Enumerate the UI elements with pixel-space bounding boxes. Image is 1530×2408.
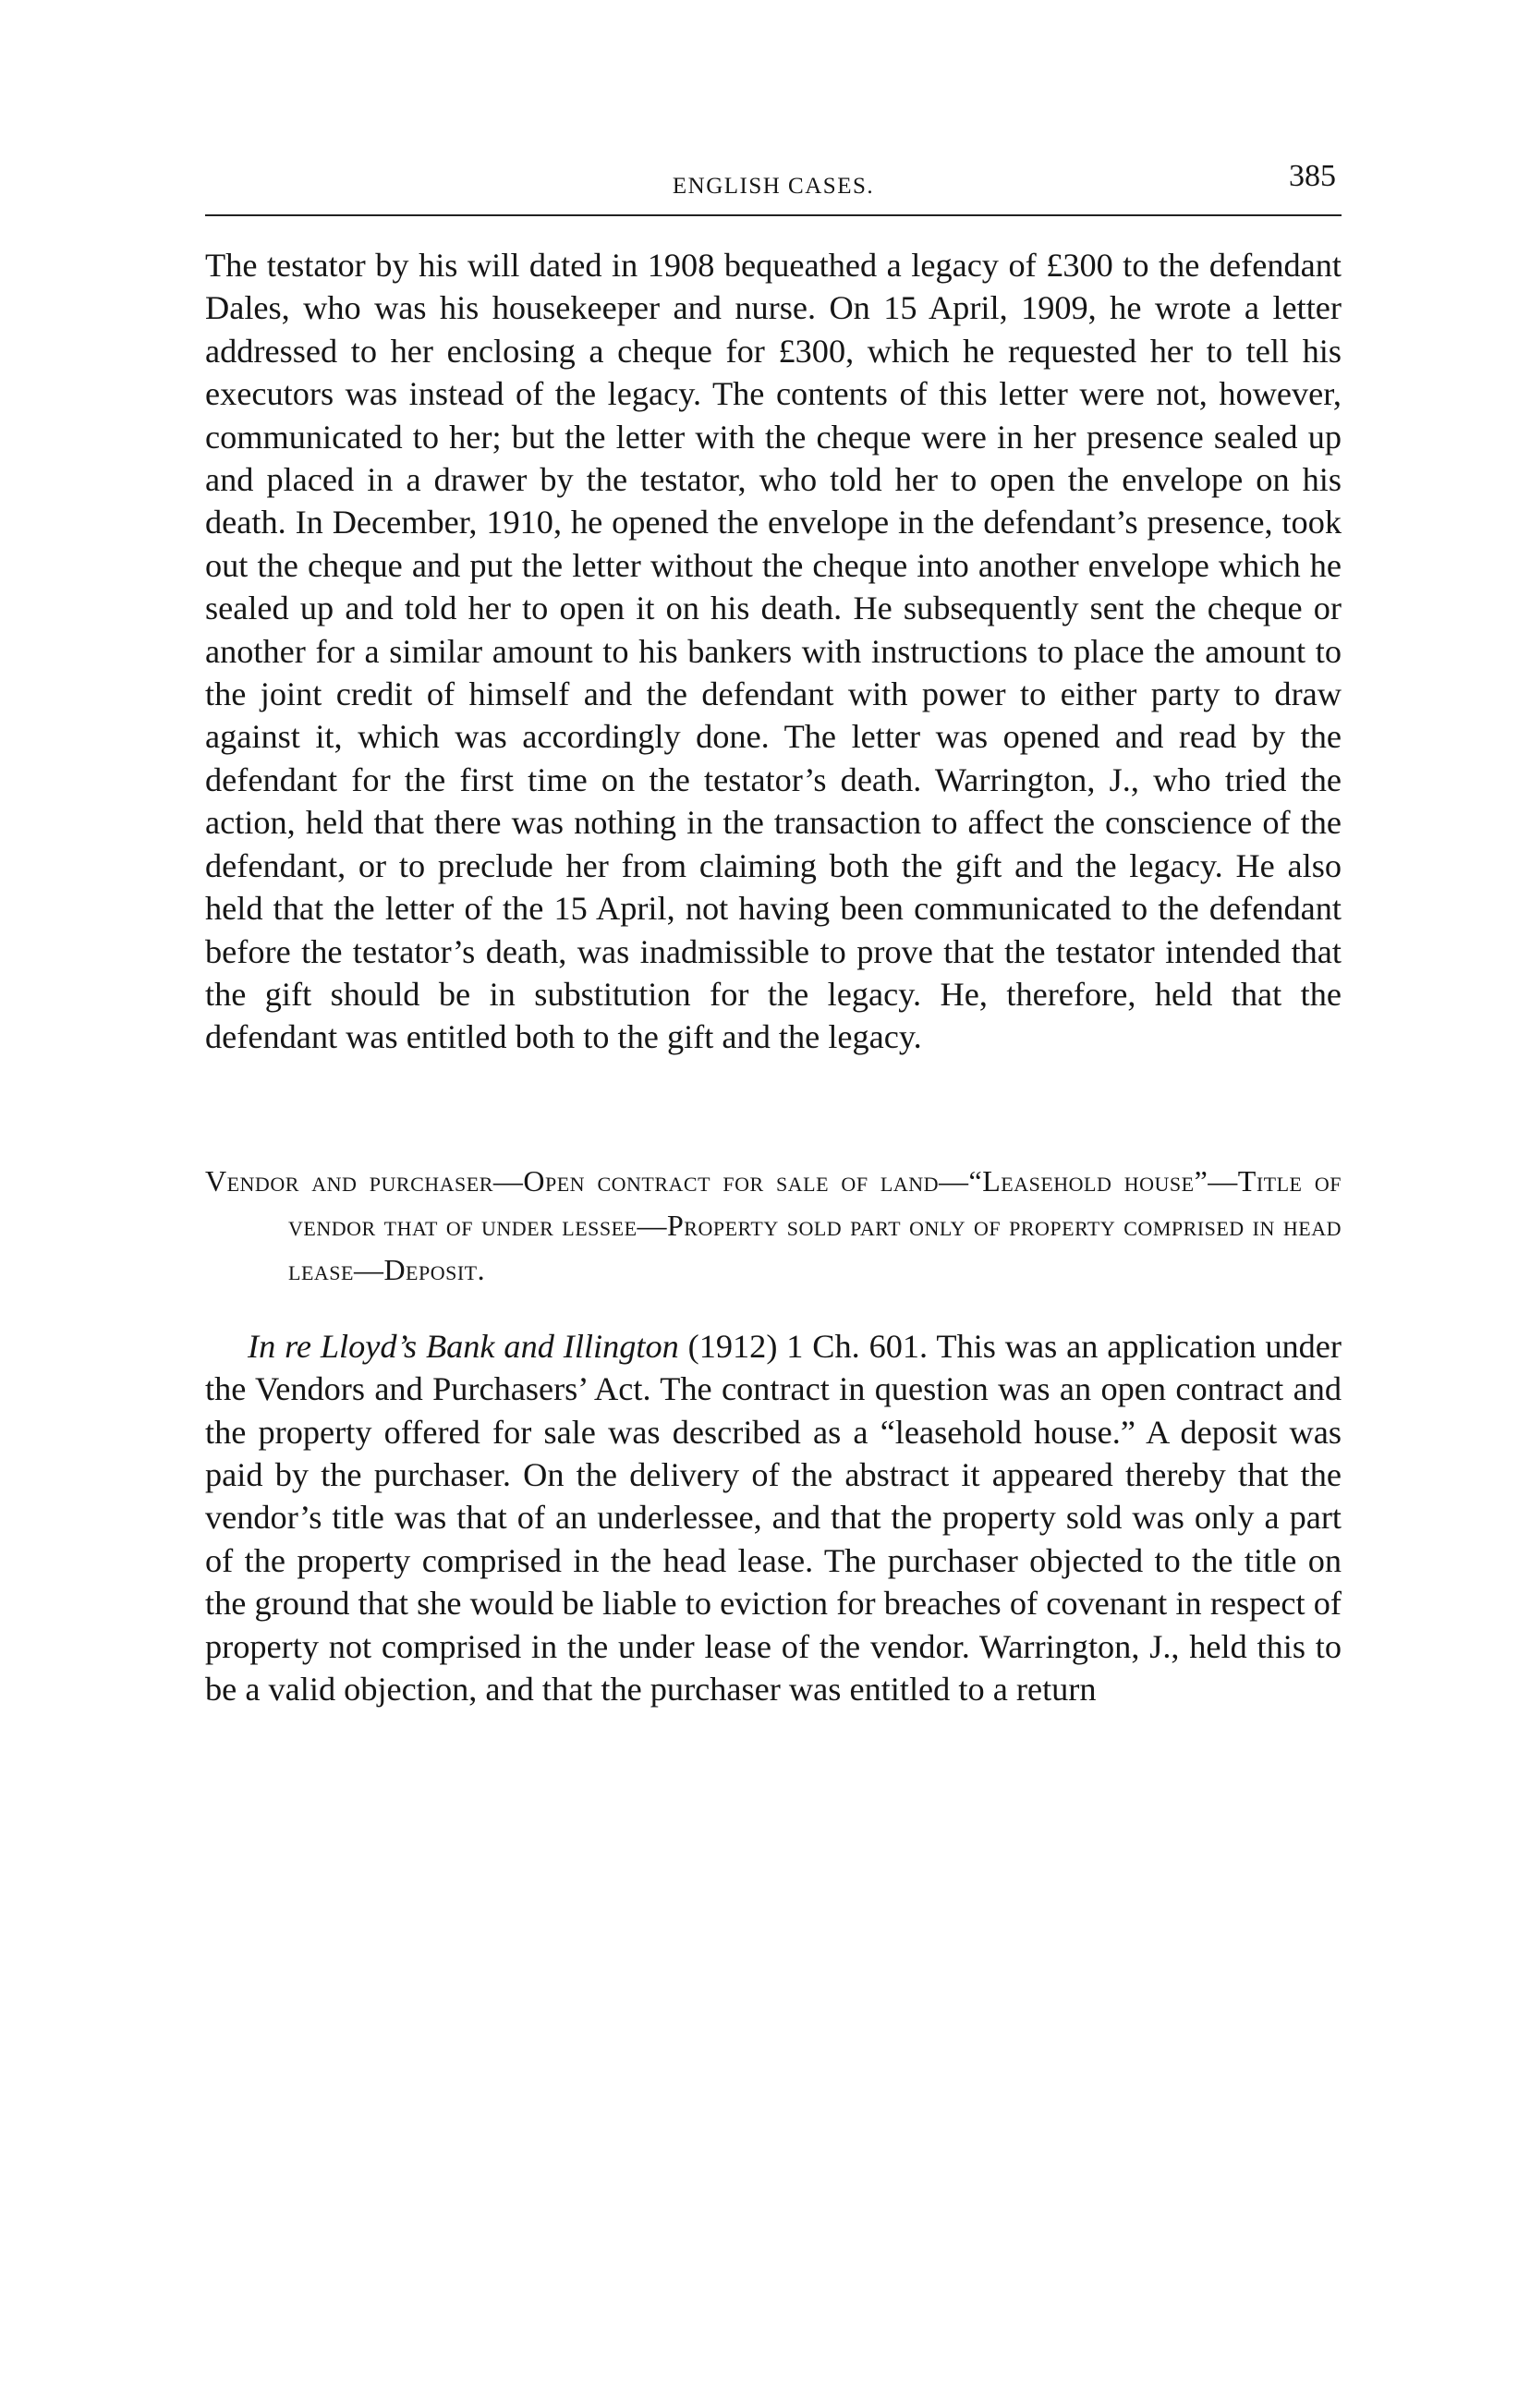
- book-page: [205, 157, 1342, 1710]
- paragraph-testator-legacy: The testator by his will dated in 1908 bequeathed a legacy of £300 to the defendant Dales, who was his housekeeper and nurse. On 15 April, 1909, he wrote a letter addressed to her enclosing a cheque for £300, which he requested her to tell his executors was instead of the legacy. The contents of this letter were not, however, communicated to her; but the letter with the cheque were in her presence sealed up and placed in a drawer by the testator, who told her to open the envelope on his death. In December, 1910, he opened the envelope in the defendant’s presence, took out the cheque and put the letter without the cheque into another envelope which he sealed up and told her to open it on his death. He subsequently sent the cheque or another for a similar amount to his bankers with instructions to place the amount to the joint credit of himself and the defendant with power to either party to draw against it, which was accordingly done. The letter was opened and read by the defendant for the first time on the testator’s death. Warrington, J., who tried the action, held that there was nothing in the transaction to affect the conscience of the defendant, or to preclude her from claiming both the gift and the legacy. He also held that the letter of the 15 April, not having been communicated to the defendant before the testator’s death, was inadmissible to prove that the testator intended that the gift should be in substitution for the legacy. He, therefore, held that the defendant was entitled both to the gift and the legacy.: [205, 247, 1342, 1056]
- case-name: In re Lloyd’s Bank and Illington: [248, 1327, 679, 1365]
- running-title: ENGLISH CASES.: [672, 174, 875, 199]
- case-citation: (1912) 1 Ch. 601.: [678, 1327, 929, 1365]
- section-heading: Vendor and purchaser—Open contract for sale of land—“Leasehold house”—Title of vendor that of under lessee—Property sold part only of property comprised in head lease—Deposit.: [205, 1163, 1342, 1286]
- running-head: [205, 157, 1342, 214]
- header-rule: [205, 214, 1342, 216]
- paragraph-lloyds-bank: [205, 1325, 1342, 1711]
- paragraph-lloyds-bank-text: This was an application under the Vendors and Purchasers’ Act. The contract in question was an open contract and the property offered for sale was described as a “leasehold house.” A deposit was paid by the purchaser. On the delivery of the abstract it appeared thereby that the vendor’s title was that of an underlessee, and that the property sold was only a part of the property comprised in the head lease. The purchaser objected to the title on the ground that she would be liable to eviction for breaches of covenant in respect of property not comprised in the under lease of the vendor. Warrington, J., held this to be a valid objection, and that the purchaser was entitled to a return: [205, 1327, 1342, 1708]
- page-number: 385: [1289, 159, 1336, 193]
